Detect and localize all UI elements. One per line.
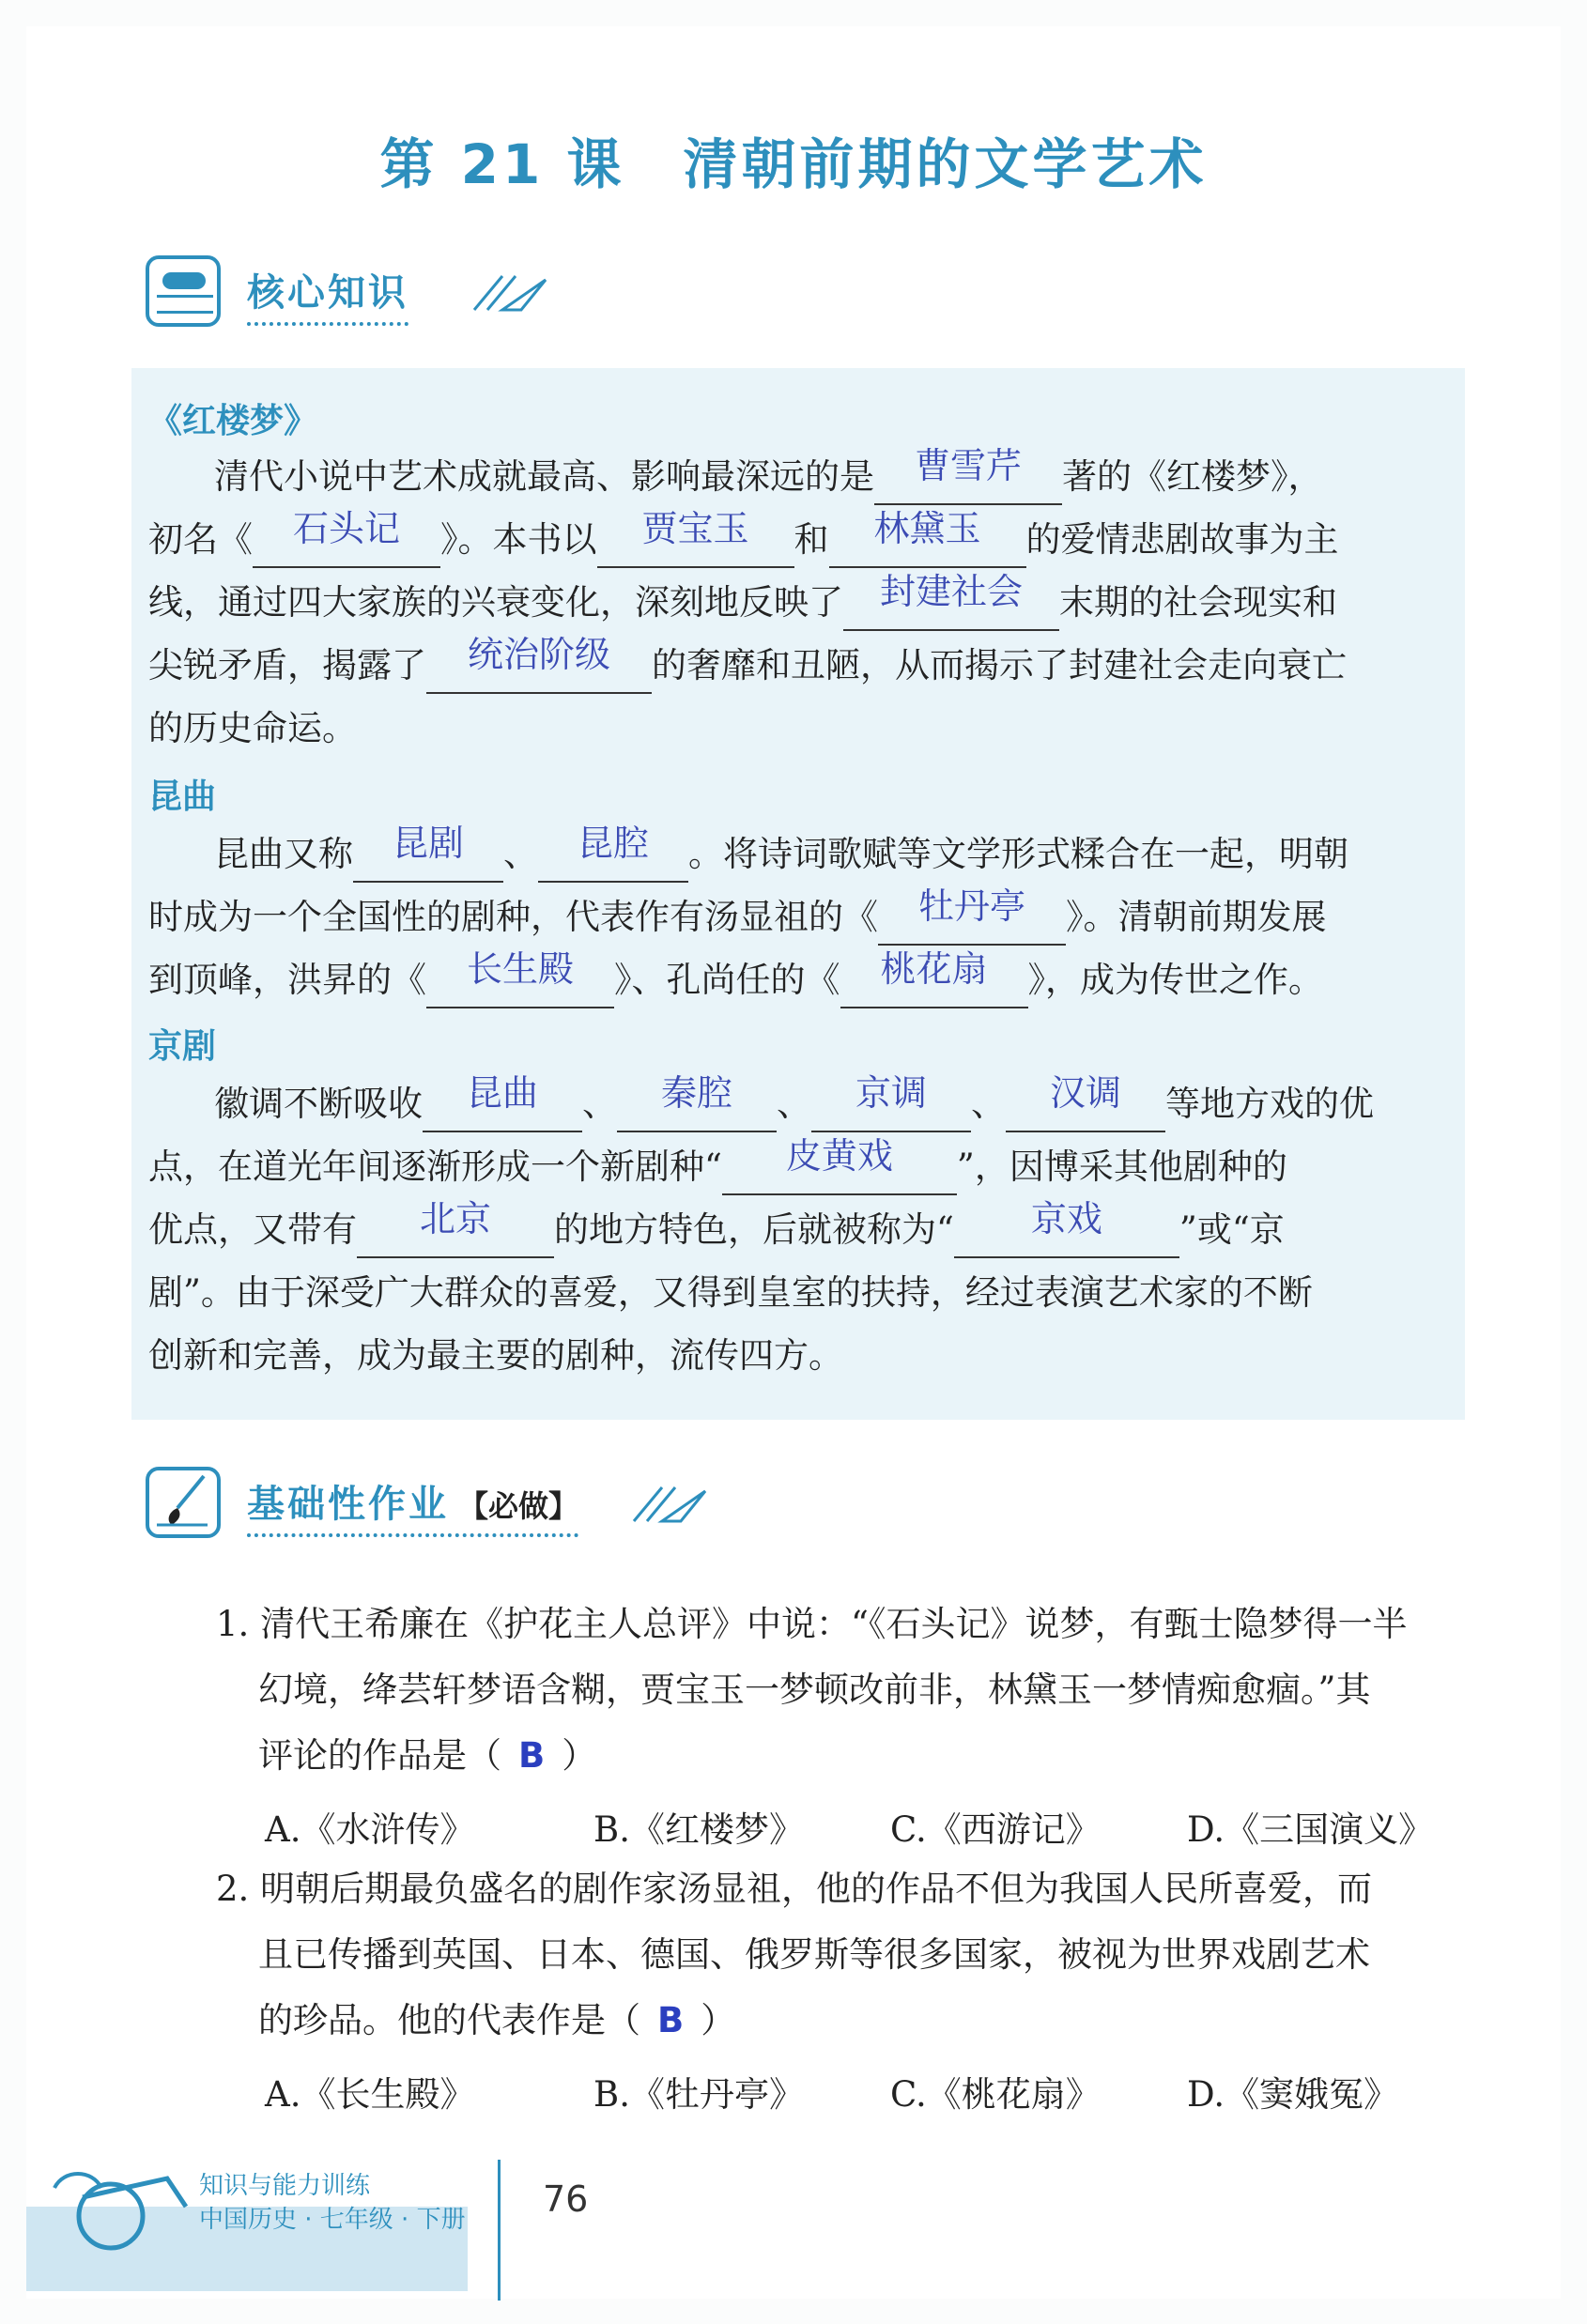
blank: 汉调 [1006,1078,1165,1132]
kq-line-3: 到顶峰，洪昇的《 长生殿 》、孔尚任的《 桃花扇 》，成为传世之作。 [148,952,1323,1008]
blank: 皮黄戏 [722,1141,957,1195]
q1-answer: B [518,1735,546,1776]
heading-kunqu: 昆曲 [148,777,217,816]
heading-hongloumeng: 《红楼梦》 [148,402,318,440]
q2-answer: B [657,2000,685,2040]
blank: 京戏 [954,1204,1179,1258]
page-number: 76 [543,2178,589,2220]
heading-jingju: 京剧 [148,1027,217,1066]
q1-option-d[interactable]: D.《三国演义》 [1187,1809,1434,1850]
blank: 长生殿 [426,954,614,1008]
kq-line-2: 时成为一个全国性的剧种，代表作有汤显祖的《 牡丹亭 》。清朝前期发展 [148,889,1327,946]
blank: 封建社会 [843,577,1059,631]
jj-line-1: 徽调不断吸收 昆曲 、 秦腔 、 京调 、 汉调 等地方戏的优 [214,1076,1374,1132]
book-icon [146,255,221,327]
footer-divider [498,2160,501,2301]
q2-option-a[interactable]: A.《长生殿》 [265,2074,475,2115]
q2-option-c[interactable]: C.《桃花扇》 [890,2074,1101,2115]
jj-line-5: 创新和完善，成为最主要的剧种，流传四方。 [148,1335,843,1376]
q2-line-1: 2. 明朝后期最负盛名的剧作家汤显祖，他的作品不但为我国人民所喜爱，而 [216,1869,1373,1909]
section-core-label: 核心知识 [247,263,408,326]
lesson-title: 第 21 课 清朝前期的文学艺术 [379,132,1208,196]
required-tag: 【必做】 [458,1488,579,1524]
jj-line-2: 点，在道光年间逐渐形成一个新剧种“ 皮黄戏 ”，因博采其他剧种的 [148,1139,1287,1195]
paper-deco-icon [624,1484,709,1527]
blank: 石头记 [253,514,440,568]
kq-line-1: 昆曲又称 昆剧 、 昆腔 。将诗词歌赋等文学形式糅合在一起，明朝 [214,826,1348,883]
hlm-line-5: 的历史命运。 [148,708,357,748]
answer: 曹雪芹 [914,445,1022,486]
q1-line-3: 评论的作品是（ B ） [258,1735,597,1776]
blank [874,445,1062,505]
paper-deco-icon [465,272,549,316]
q2-option-b[interactable]: B.《牡丹亭》 [593,2074,804,2115]
jj-line-4: 剧”。由于深受广大群众的喜爱，又得到皇室的扶持，经过表演艺术家的不断 [148,1272,1313,1313]
blank: 北京 [357,1204,554,1258]
q1-line-2: 幻境，绛芸轩梦语含糊，贾宝玉一梦顿改前非，林黛玉一梦情痴愈痼。”其 [258,1670,1371,1710]
blank: 秦腔 [617,1078,777,1132]
q1-option-b[interactable]: B.《红楼梦》 [593,1809,804,1850]
hlm-line-1: 清代小说中艺术成就最高、影响最深远的是 曹雪芹 著的《红楼梦》， [214,449,1323,505]
blank: 昆曲 [423,1078,582,1132]
hlm-line-2: 初名《 石头记 》。本书以 贾宝玉 和 林黛玉 的爱情悲剧故事为主 [148,512,1339,568]
blank: 牡丹亭 [878,891,1066,946]
blank: 贾宝玉 [597,514,794,568]
blank: 统治阶级 [426,639,652,694]
q2-option-d[interactable]: D.《窦娥冤》 [1187,2074,1399,2115]
blank: 林黛玉 [829,514,1026,568]
q2-line-3: 的珍品。他的代表作是（ B ） [258,2000,736,2040]
section-basic-label: 基础性作业 【必做】 [247,1474,578,1537]
blank: 桃花扇 [840,954,1028,1008]
q1-option-c[interactable]: C.《西游记》 [890,1809,1101,1850]
blank: 昆剧 [353,828,503,883]
q1-line-1: 1. 清代王希廉在《护花主人总评》中说：“《石头记》说梦，有甄士隐梦得一半 [216,1604,1408,1644]
section-basic-header [146,1457,803,1551]
q1-option-a[interactable]: A.《水浒传》 [265,1809,475,1850]
section-core-header [146,246,615,340]
hlm-line-3: 线，通过四大家族的兴衰变化，深刻地反映了 封建社会 末期的社会现实和 [148,575,1337,631]
blank: 昆腔 [538,828,688,883]
series-info: 知识与能力训练 中国历史 · 七年级 · 下册 [199,2172,466,2234]
brush-icon [146,1467,221,1538]
jj-line-3: 优点，又带有 北京 的地方特色，后就被称为“ 京戏 ”或“京 [148,1202,1285,1258]
q2-line-2: 且已传播到英国、日本、德国、俄罗斯等很多国家，被视为世界戏剧艺术 [258,1934,1370,1975]
hlm-line-4: 尖锐矛盾，揭露了 统治阶级 的奢靡和丑陋，从而揭示了封建社会走向衰亡 [148,638,1347,694]
blank: 京调 [811,1078,971,1132]
